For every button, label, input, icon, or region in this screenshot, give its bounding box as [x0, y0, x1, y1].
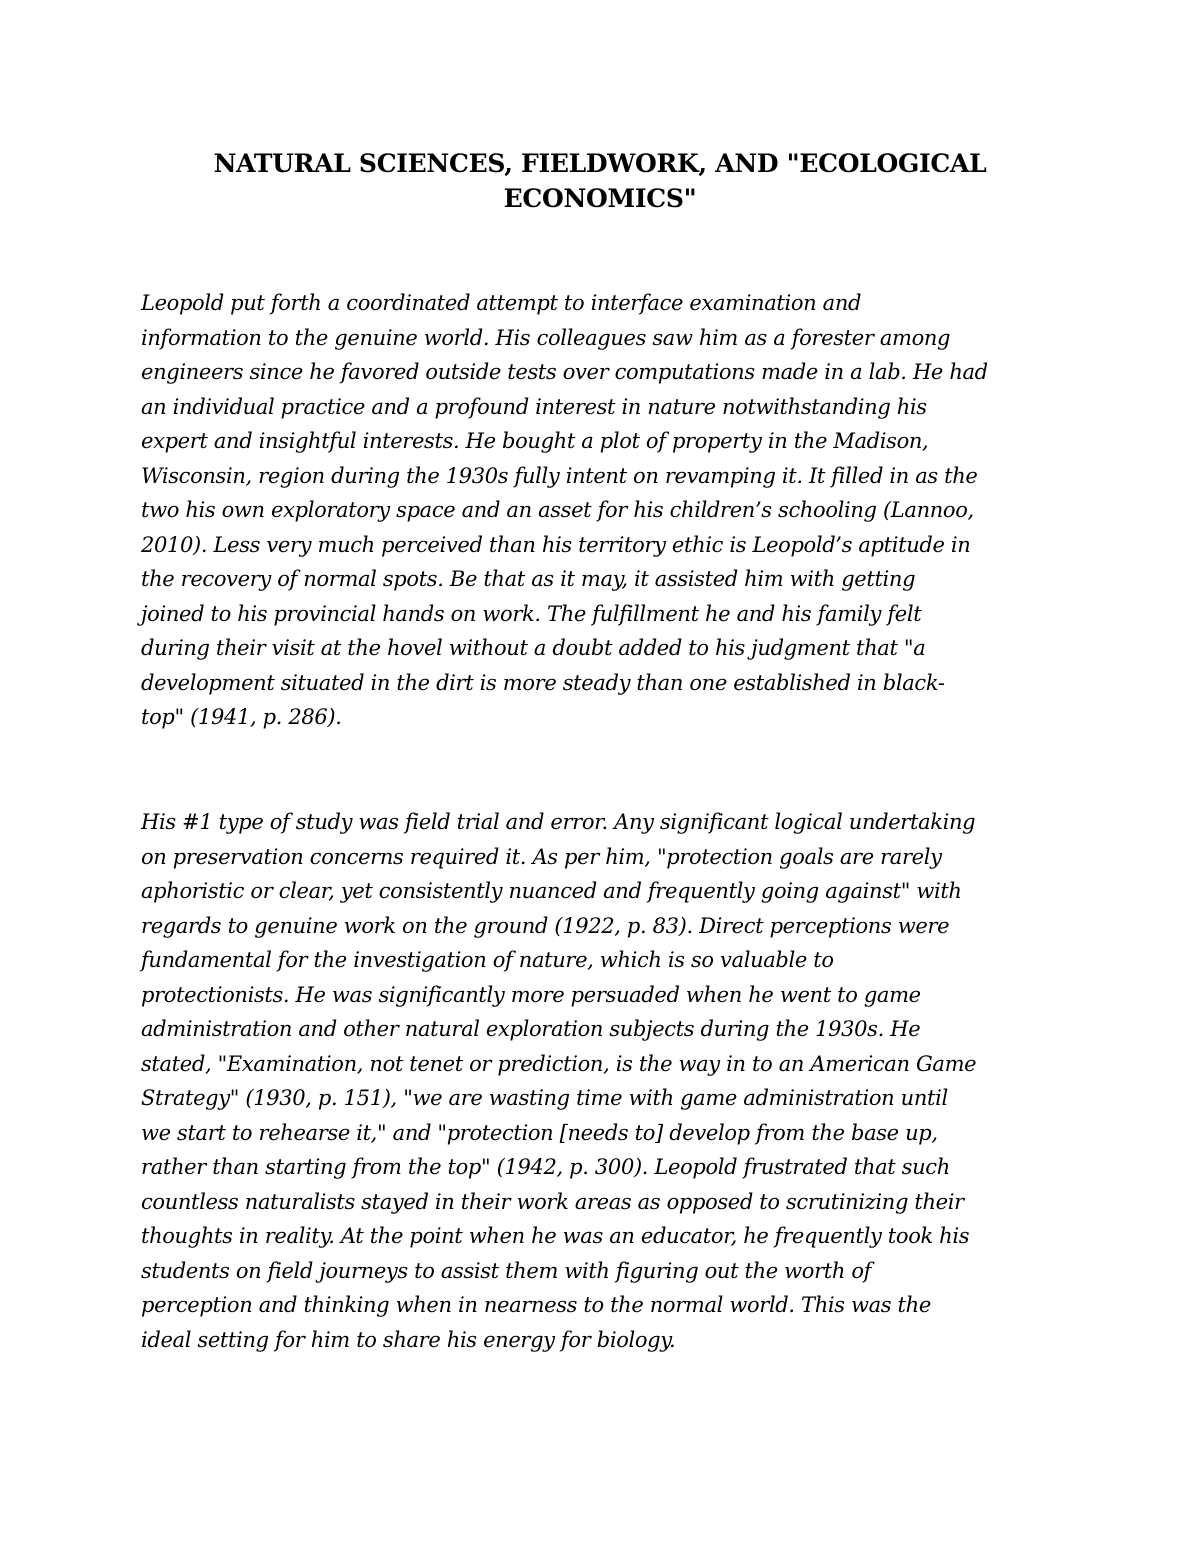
title-line: NATURAL SCIENCES, FIELDWORK, AND "ECOLOGICAL: [213, 149, 987, 178]
text-line: joined to his provincial hands on work. The fulfillment he and his family felt: [141, 601, 922, 626]
text-line: perception and thinking when in nearness to the normal world. This was the: [141, 1293, 931, 1317]
text-line: expert and insightful interests. He bought a plot of property in the Madison,: [141, 429, 929, 453]
text-line: on preservation concerns required it. As per him, "protection goals are rarely: [141, 844, 942, 869]
text-line: engineers since he favored outside tests over computations made in a lab. He had: [141, 360, 988, 384]
text-line: thoughts in reality. At the point when he was an educator, he frequently took his: [141, 1224, 970, 1248]
text-line: aphoristic or clear, yet consistently nuanced and frequently going against" with: [141, 879, 962, 903]
text-line: rather than starting from the top" (1942, p. 300). Leopold frustrated that such: [141, 1155, 950, 1179]
document-title: [140, 146, 1060, 216]
text-line: stated, "Examination, not tenet or prediction, is the way in to an American Game: [141, 1051, 977, 1076]
text-line: protectionists. He was significantly more persuaded when he went to game: [141, 982, 921, 1007]
text-line: ideal setting for him to share his energy for biology.: [141, 1327, 676, 1352]
text-line: His #1 type of study was field trial and error. Any significant logical undertaking: [141, 810, 976, 834]
text-line: countless naturalists stayed in their work areas as opposed to scrutinizing their: [141, 1189, 964, 1214]
title-line: ECONOMICS": [503, 184, 697, 213]
text-line: we start to rehearse it," and "protection [needs to] develop from the base up,: [141, 1120, 938, 1145]
text-line: development situated in the dirt is more steady than one established in black-: [141, 670, 945, 695]
text-line: fundamental for the investigation of nature, which is so valuable to: [141, 948, 834, 972]
text-line: during their visit at the hovel without a doubt added to his judgment that "a: [141, 636, 926, 660]
text-line: Strategy" (1930, p. 151), "we are wasting time with game administration until: [141, 1086, 948, 1110]
text-line: regards to genuine work on the ground (1922, p. 83). Direct perceptions were: [141, 913, 950, 938]
text-line: students on field journeys to assist them with figuring out the worth of: [141, 1258, 872, 1283]
text-line: 2010). Less very much perceived than his territory ethic is Leopold’s aptitude in: [141, 532, 971, 557]
text-line: two his own exploratory space and an asset for his children’s schooling (Lannoo,: [141, 498, 974, 522]
body-paragraph-2: [141, 805, 1071, 1357]
text-line: the recovery of normal spots. Be that as it may, it assisted him with getting: [141, 567, 916, 591]
text-line: information to the genuine world. His colleagues saw him as a forester among: [141, 325, 951, 350]
text-line: top" (1941, p. 286).: [141, 705, 342, 729]
text-line: Leopold put forth a coordinated attempt to interface examination and: [141, 291, 862, 315]
text-line: administration and other natural exploration subjects during the 1930s. He: [141, 1017, 921, 1041]
text-line: Wisconsin, region during the 1930s fully intent on revamping it. It filled in as the: [141, 463, 978, 488]
text-line: an individual practice and a profound interest in nature notwithstanding his: [141, 394, 927, 419]
body-paragraph-1: [141, 286, 1071, 735]
